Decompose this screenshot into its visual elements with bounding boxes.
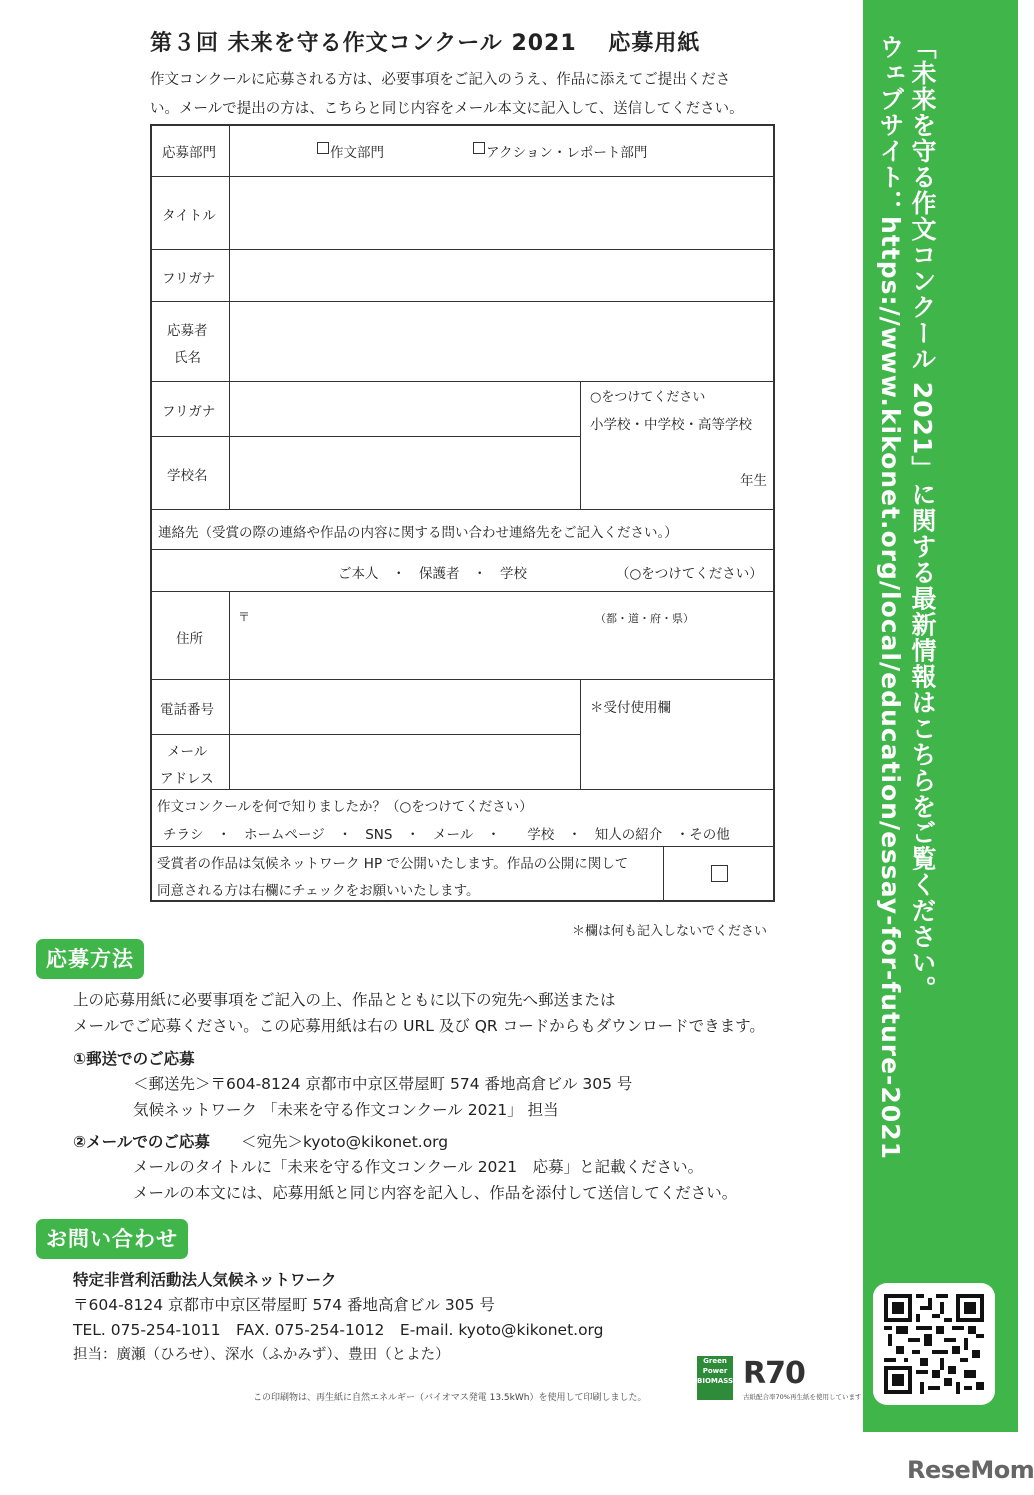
phone-input[interactable] (231, 681, 578, 733)
application-form (150, 124, 775, 902)
circle-note: ○をつけてください (590, 390, 706, 405)
school-name-input[interactable] (231, 438, 578, 508)
furigana2-input[interactable] (231, 383, 578, 435)
postal-mark: 〒 (238, 610, 251, 624)
school-label: 学校名 (167, 468, 208, 484)
sidebar-website-url[interactable]: ウェブサイト：https://www.kikonet.org/local/education/essay-for-future-2021 (876, 34, 905, 1160)
school-type-options[interactable]: 小学校・中学校・高等学校 (590, 417, 752, 433)
furigana2-label: フリガナ (162, 404, 216, 420)
consent-checkbox[interactable] (711, 865, 728, 882)
email-label: メール (167, 744, 208, 760)
intro-line-1: 作文コンクールに応募される方は、必要事項をご記入のうえ、作品に添えてご提出くださ (150, 72, 731, 88)
mail-heading: ②メールでのご応募 (73, 1133, 210, 1151)
how-known-question: 作文コンクールを何で知りましたか？（○をつけてください） (157, 799, 533, 815)
post-attention: 気候ネットワーク 「未来を守る作文コンクール 2021」 担当 (133, 1101, 559, 1119)
sidebar-heading: 「未来を守る作文コンクール 2021」に関する最新情報はこちらをご覧ください。 (908, 34, 937, 1002)
info-sidebar (863, 0, 1018, 1432)
r70-logo: R70 (743, 1356, 805, 1391)
consent-text-1: 受賞者の作品は気候ネットワーク HP で公開いたします。作品の公開に関して (157, 856, 629, 872)
howto-badge: 応募方法 (36, 939, 144, 979)
applicant-name-input[interactable] (231, 303, 771, 380)
mail-line-1: メールのタイトルに「未来を守る作文コンクール 2021 応募」と記載ください。 (133, 1158, 704, 1176)
print-note: この印刷物は、再生紙に自然エネルギー（バイオマス発電 13.5kWh）を使用して印刷しました。 (253, 1393, 647, 1403)
email-input[interactable] (231, 736, 578, 788)
contact-circle-note: （○をつけてください） (616, 566, 763, 582)
prefecture-note: （都・道・府・県） (595, 612, 694, 625)
org-tel-fax-email[interactable]: TEL. 075-254-1011 FAX. 075-254-1012 E-mail. kyoto@kikonet.org (73, 1321, 604, 1339)
office-use-label: ＊受付使用欄 (590, 700, 671, 716)
checkbox-action-report[interactable] (473, 142, 485, 154)
intro-line-2: い。メールで提出の方は、こちらと同じ内容をメール本文に記入して、送信してください。 (150, 101, 744, 117)
resemom-watermark: ReseMom (907, 1456, 1034, 1484)
qr-code-icon (884, 1294, 984, 1394)
title-label: タイトル (162, 208, 216, 224)
org-name: 特定非営利活動法人気候ネットワーク (73, 1271, 337, 1289)
green-power-logo: Green Power BIOMASS (697, 1356, 733, 1400)
furigana-label: フリガナ (162, 271, 216, 287)
r70-note: 古紙配合率70%再生紙を使用しています (743, 1393, 862, 1401)
qr-code[interactable] (873, 1283, 995, 1405)
how-known-options[interactable]: チラシ ・ ホームページ ・ SNS ・ メール ・ 学校 ・ 知人の紹介 ・その他 (163, 827, 730, 843)
page-bottom-band (0, 1432, 1018, 1495)
contact-header: 連絡先（受賞の際の連絡や作品の内容に関する問い合わせ連絡先をご記入ください。） (158, 525, 678, 541)
email-label-2: アドレス (160, 771, 214, 787)
contact-who-options[interactable]: ご本人 ・ 保護者 ・ 学校 (338, 566, 527, 582)
phone-label: 電話番号 (160, 702, 214, 718)
name-label: 氏名 (174, 350, 201, 366)
checkbox-essay[interactable] (317, 142, 329, 154)
furigana-input[interactable] (231, 251, 771, 300)
address-input[interactable] (231, 593, 771, 678)
address-label: 住所 (176, 631, 203, 647)
org-address: 〒604-8124 京都市中京区帯屋町 574 番地高倉ビル 305 号 (73, 1296, 495, 1314)
applicant-label: 応募者 (167, 323, 208, 339)
option-essay-label: 作文部門 (330, 145, 384, 161)
post-address: ＜郵送先＞〒604-8124 京都市中京区帯屋町 574 番地高倉ビル 305 号 (133, 1075, 633, 1093)
mail-to[interactable]: ＜宛先＞kyoto@kikonet.org (241, 1133, 449, 1151)
grade-label: 年生 (740, 473, 767, 489)
form-note: ＊欄は何も記入しないでください (572, 924, 768, 939)
category-label: 応募部門 (162, 145, 216, 161)
consent-text-2: 同意される方は右欄にチェックをお願いいたします。 (157, 883, 480, 899)
org-staff: 担当：廣瀬（ひろせ）、深水（ふかみず）、豊田（とよた） (73, 1347, 450, 1363)
howto-line-1: 上の応募用紙に必要事項をご記入の上、作品とともに以下の宛先へ郵送または (73, 991, 616, 1009)
title-input[interactable] (231, 178, 771, 248)
howto-line-2: メールでご応募ください。この応募用紙は右の URL 及び QR コードからもダウンロードできます。 (73, 1017, 765, 1035)
mail-line-2: メールの本文には、応募用紙と同じ内容を記入し、作品を添付して送信してください。 (133, 1184, 738, 1202)
contact-badge: お問い合わせ (36, 1219, 188, 1259)
post-heading: ①郵送でのご応募 (73, 1050, 195, 1068)
option-action-label: アクション・レポート部門 (486, 145, 648, 161)
page-title: 第３回 未来を守る作文コンクール 2021 応募用紙 (150, 31, 701, 56)
